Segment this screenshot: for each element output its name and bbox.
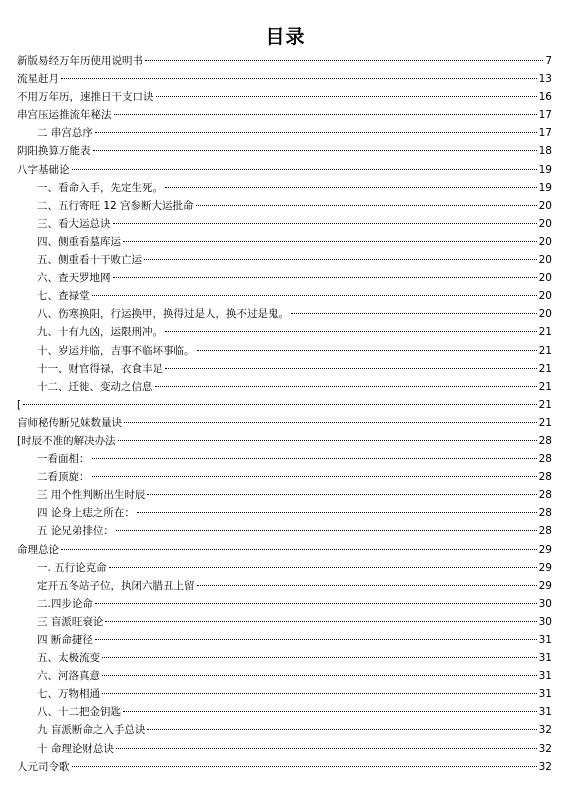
dot-leader	[137, 512, 537, 513]
toc-entry-label: 二、五行寄旺 12 宫参断大运批命	[37, 199, 194, 212]
toc-entry[interactable]	[17, 197, 552, 215]
toc-entry[interactable]	[17, 161, 552, 179]
toc-entry-label: 五、太极流变	[37, 652, 100, 665]
toc-entry[interactable]	[17, 559, 552, 577]
dot-leader	[165, 187, 537, 188]
dot-leader	[145, 60, 543, 61]
toc-entry-page-number: 29	[538, 579, 552, 592]
toc-entry[interactable]	[17, 106, 552, 124]
toc-entry-label: 十一、财官得禄，衣食丰足	[37, 362, 163, 375]
toc-entry-page-number: 31	[538, 706, 552, 719]
toc-entry-page-number: 31	[538, 652, 552, 665]
toc-entry-page-number: 19	[538, 163, 552, 176]
dot-leader	[61, 549, 537, 550]
toc-entry-page-number: 31	[538, 670, 552, 683]
toc-entry[interactable]	[17, 360, 552, 378]
dot-leader	[114, 114, 537, 115]
dot-leader	[92, 458, 537, 459]
toc-entry-page-number: 18	[538, 145, 552, 158]
toc-entry[interactable]	[17, 740, 552, 758]
toc-entry-page-number: 20	[538, 290, 552, 303]
toc-entry-label: 九、十有九凶，运限刑冲。	[37, 326, 163, 339]
toc-entry-label: 五 论兄弟排位：	[37, 525, 114, 538]
dot-leader	[113, 223, 537, 224]
toc-entry-label: 十 命理论财总诀	[37, 742, 114, 755]
toc-entry-page-number: 28	[538, 525, 552, 538]
toc-entry-page-number: 32	[538, 724, 552, 737]
toc-entry-page-number: 13	[538, 73, 552, 86]
toc-entry-page-number: 21	[538, 326, 552, 339]
toc-entry-label: 九 盲派断命之入手总诀	[37, 724, 146, 737]
toc-entry[interactable]	[17, 269, 552, 287]
toc-entry-label: 六、河洛真意	[37, 670, 100, 683]
dot-leader	[165, 368, 537, 369]
toc-entry[interactable]	[17, 52, 552, 70]
toc-entry-page-number: 17	[538, 127, 552, 140]
toc-entry-label: 三 盲派旺衰论	[37, 615, 104, 628]
toc-entry-page-number: 16	[538, 91, 552, 104]
toc-entry-page-number: 31	[538, 634, 552, 646]
toc-entry[interactable]	[17, 414, 552, 432]
toc-entry[interactable]	[17, 595, 552, 613]
toc-entry[interactable]	[17, 450, 552, 468]
toc-entry[interactable]	[17, 667, 552, 685]
toc-entry[interactable]	[17, 703, 552, 721]
toc-entry-page-number: 32	[538, 760, 552, 773]
dot-leader	[197, 350, 537, 351]
toc-entry-page-number: 28	[538, 434, 552, 447]
toc-entry[interactable]	[17, 504, 552, 522]
dot-leader	[72, 766, 537, 767]
toc-entry-page-number: 21	[538, 344, 552, 357]
dot-leader	[102, 675, 537, 676]
toc-entry[interactable]	[17, 486, 552, 504]
toc-entry-page-number: 21	[538, 416, 552, 429]
toc-entry[interactable]	[17, 342, 552, 360]
toc-entry[interactable]	[17, 649, 552, 667]
toc-entry-label: 十二、迁徙、变动之信息	[37, 380, 153, 393]
toc-entry[interactable]	[17, 124, 552, 142]
dot-leader	[291, 313, 537, 314]
toc-entry-label: 新版易经万年历使用说明书	[17, 55, 143, 67]
toc-entry-label: 二.四步论命	[37, 597, 93, 610]
dot-leader	[95, 639, 537, 640]
toc-entry-label: 三、看大运总诀	[37, 217, 111, 230]
toc-entry-page-number: 19	[538, 181, 552, 194]
toc-entry-label: 盲师秘传断兄妹数量诀	[17, 416, 122, 429]
toc-entry-label: 七、查禄堂	[37, 290, 90, 303]
toc-entry-label: 四、侧重看墓库运	[37, 235, 121, 248]
toc-entry-page-number: 20	[538, 235, 552, 248]
toc-entry-label: 阴阳换算万能表	[17, 145, 91, 158]
dot-leader	[124, 422, 537, 423]
toc-entry[interactable]	[17, 305, 552, 323]
toc-entry-label: 一看面相：	[37, 453, 90, 466]
toc-entry[interactable]	[17, 251, 552, 269]
toc-entry[interactable]	[17, 70, 552, 88]
toc-entry-label: 定开五冬站子位，执闭六腊丑上留	[37, 579, 195, 592]
toc-entry-page-number: 30	[538, 615, 552, 628]
dot-leader	[105, 621, 536, 622]
toc-entry-page-number: 21	[538, 380, 552, 393]
dot-leader	[147, 494, 536, 495]
dot-leader	[113, 277, 537, 278]
toc-entry-page-number: 21	[538, 398, 552, 411]
dot-leader	[23, 404, 537, 405]
toc-entry-label: 八、十二把金钥匙	[37, 706, 121, 719]
toc-entry[interactable]	[17, 685, 552, 703]
dot-leader	[123, 241, 537, 242]
toc-entry[interactable]	[17, 396, 552, 414]
dot-leader	[116, 530, 537, 531]
toc-entry-label: 一、看命入手，先定生死。	[37, 181, 163, 194]
dot-leader	[196, 205, 537, 206]
toc-entry-label: [时辰不准的解决办法	[17, 434, 116, 447]
dot-leader	[109, 567, 537, 568]
dot-leader	[92, 476, 537, 477]
toc-entry-page-number: 20	[538, 199, 552, 212]
dot-leader	[144, 259, 537, 260]
toc-entry-label: 二看顶旋：	[37, 471, 90, 484]
dot-leader	[102, 657, 537, 658]
toc-entry-page-number: 17	[538, 109, 552, 122]
toc-entry-label: 人元司令歌	[17, 760, 70, 773]
toc-entry-label: 五、侧重看十干败亡运	[37, 254, 142, 267]
toc-entry-label: 四 断命捷径	[37, 634, 93, 646]
dot-leader	[93, 150, 537, 151]
toc-entry-label: 四 论身上痣之所在：	[37, 507, 135, 520]
toc-entry-label: 不用万年历，速推日干支口诀	[17, 91, 154, 104]
toc-entry[interactable]	[17, 378, 552, 396]
dot-leader	[61, 78, 537, 79]
toc-entry-label: [	[17, 398, 22, 411]
toc-entry[interactable]	[17, 88, 552, 106]
dot-leader	[156, 96, 537, 97]
toc-entry-label: 八、伤寒换阳，行运换甲，换得过是人，换不过是鬼。	[37, 308, 289, 321]
toc-entry-page-number: 31	[538, 688, 552, 701]
toc-entry-page-number: 20	[538, 272, 552, 285]
toc-entry-page-number: 20	[538, 217, 552, 230]
toc-entry[interactable]	[17, 577, 552, 595]
toc-entry-page-number: 32	[538, 742, 552, 755]
dot-leader	[72, 169, 537, 170]
toc-entry-label: 十、岁运并临，吉事不临坏事临。	[37, 344, 195, 357]
toc-entry[interactable]	[17, 721, 552, 739]
toc-entry[interactable]	[17, 468, 552, 486]
toc-entry[interactable]	[17, 233, 552, 251]
toc-entry-page-number: 21	[538, 362, 552, 375]
toc-entry-label: 二 串宫总序	[37, 127, 93, 140]
toc-entry-page-number: 30	[538, 597, 552, 610]
table-of-contents	[17, 52, 552, 776]
toc-entry[interactable]	[17, 323, 552, 341]
dot-leader	[155, 386, 537, 387]
dot-leader	[95, 603, 537, 604]
toc-entry-label: 八字基础论	[17, 163, 70, 176]
toc-entry[interactable]	[17, 142, 552, 160]
toc-entry[interactable]	[17, 541, 552, 559]
toc-entry-page-number: 28	[538, 471, 552, 484]
toc-entry-page-number: 7	[545, 55, 552, 67]
toc-entry-label: 三 用个性判断出生时辰	[37, 489, 146, 502]
toc-entry[interactable]	[17, 432, 552, 450]
toc-entry[interactable]	[17, 179, 552, 197]
toc-entry[interactable]	[17, 758, 552, 776]
toc-entry-page-number: 29	[538, 543, 552, 556]
toc-entry[interactable]	[17, 613, 552, 631]
dot-leader	[102, 693, 537, 694]
toc-entry[interactable]	[17, 287, 552, 305]
toc-entry[interactable]	[17, 215, 552, 233]
dot-leader	[118, 440, 537, 441]
toc-entry-label: 命理总论	[17, 543, 59, 556]
dot-leader	[165, 331, 537, 332]
dot-leader	[116, 748, 537, 749]
toc-entry-page-number: 29	[538, 561, 552, 574]
page-title: 目录	[265, 26, 306, 48]
toc-entry-page-number: 28	[538, 507, 552, 520]
toc-entry-page-number: 28	[538, 489, 552, 502]
dot-leader	[197, 585, 537, 586]
toc-entry-label: 七、万物相通	[37, 688, 100, 701]
toc-entry-page-number: 20	[538, 308, 552, 321]
toc-entry[interactable]	[17, 522, 552, 540]
toc-entry-label: 串宫压运推流年秘法	[17, 109, 112, 122]
toc-entry-label: 流星赶月	[17, 73, 59, 86]
dot-leader	[147, 729, 536, 730]
dot-leader	[95, 132, 537, 133]
toc-entry-page-number: 20	[538, 254, 552, 267]
toc-entry-label: 六、查天罗地网	[37, 272, 111, 285]
toc-entry-label: 一. 五行论克命	[37, 561, 107, 574]
dot-leader	[123, 711, 537, 712]
toc-entry-page-number: 28	[538, 453, 552, 466]
toc-entry[interactable]	[17, 631, 552, 649]
dot-leader	[92, 295, 537, 296]
